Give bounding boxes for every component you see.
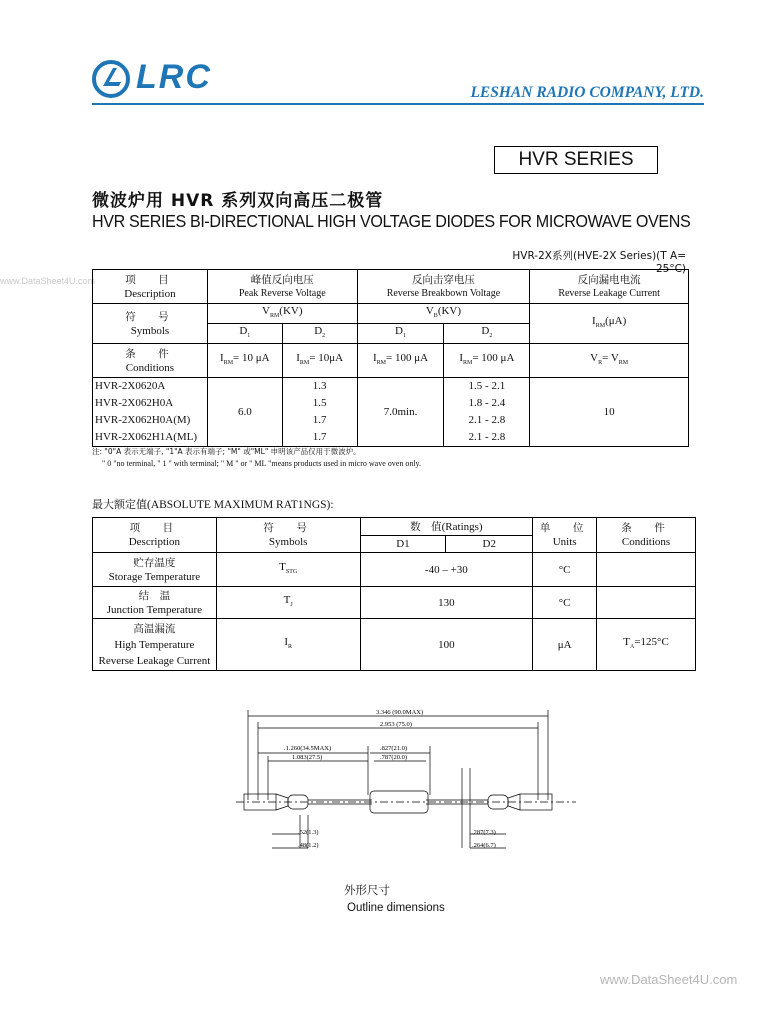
header-rule	[92, 103, 704, 105]
model-list	[93, 378, 208, 447]
conditions-header: 条 件 Conditions	[93, 344, 208, 378]
title-chinese: 微波炉用 HVR 系列双向高压二极管	[92, 191, 384, 211]
dim-dia-min: .264(6.7)	[472, 842, 496, 849]
breakdown-header: 反向击穿电压 Reverse Breakbown Voltage	[357, 270, 530, 304]
note-cn: 注: "0"A 表示无端子, "1"A 表示有端子; "M" 或"ML" 申明该产品仅用于微波炉。	[92, 447, 361, 456]
vb-symbol: $V_B(KV)$	[357, 304, 530, 324]
absolute-ratings-title: 最大额定值(ABSOLUTE MAXIMUM RAT1NGS):	[92, 498, 334, 511]
break-d1-value: 7.0min.	[357, 378, 444, 447]
title-english: HVR SERIES BI-DIRECTIONAL HIGH VOLTAGE DIODES FOR MICROWAVE OVENS	[92, 211, 691, 231]
ratings-table	[92, 517, 696, 671]
cond-peak-d2: $I_{RM}= 10\mu A$	[282, 344, 357, 378]
watermark-bottom: www.DataSheet4U.com	[600, 972, 738, 987]
outline-caption-en: Outline dimensions	[347, 902, 445, 914]
cond-break-d2: $I_{RM}= 100$ μA	[444, 344, 530, 378]
rating-row: 高温漏流 High Temperature Reverse Leakage Current $I_R$ 100 μA $T_A=125^\circ C$	[93, 619, 696, 671]
dim-wire-max: .52(1.3)	[298, 829, 319, 836]
dim-total-max: 3.346 (90.0MAX)	[376, 709, 424, 716]
r-d1-label: D1	[360, 536, 446, 553]
leakage-header: 反向漏电电流 Reverse Leakage Current	[530, 270, 689, 304]
r-unit-header: 单 位 Units	[533, 518, 597, 553]
characteristics-table	[92, 269, 689, 447]
dim-dia-max: .287(7.3)	[472, 829, 496, 836]
outline-caption-cn: 外形尺寸	[344, 883, 390, 897]
r-d2-label: D2	[446, 536, 533, 553]
irm-symbol: $I_{RM}(\mu A)$	[530, 304, 689, 344]
rating-row: 贮存温度 Storage Temperature $T_{STG}$ -40 – +30 °C	[93, 553, 696, 587]
outline-drawing	[236, 700, 576, 860]
r-sym-header: 符 号 Symbols	[216, 518, 360, 553]
dim-body-max: .827(21.0)	[380, 745, 408, 752]
break-d2-label: $D_2$	[444, 324, 530, 344]
dim-wire-min: .48(1.2)	[298, 842, 319, 849]
peak-d1-label: $D_1$	[207, 324, 282, 344]
peak-header: 峰值反向电压 Peak Reverse Voltage	[207, 270, 357, 304]
peak-d2-label: $D_2$	[282, 324, 357, 344]
series-note: HVR-2X系列(HVE-2X Series)(T A= 25°C)	[512, 250, 686, 275]
r-desc-header: 项 目 Description	[93, 518, 217, 553]
model-item: HVR-2X062H0A(M)	[95, 414, 191, 427]
cond-peak-d1: $I_{RM}= 10$ μA	[207, 344, 282, 378]
break-d1-label: $D_1$	[357, 324, 444, 344]
peak-d1-value: 6.0	[207, 378, 282, 447]
cond-break-d1: $I_{RM}= 100$ μA	[357, 344, 444, 378]
series-title-box: HVR SERIES	[494, 146, 658, 174]
break-d2-values: 1.5 - 2.1 1.8 - 2.4 2.1 - 2.8 2.1 - 2.8	[444, 378, 530, 447]
vrm-symbol: $V_{RM}(KV)$	[207, 304, 357, 324]
model-item: HVR-2X062H1A(ML)	[95, 431, 198, 444]
dim-left-max: .1.260(34.5MAX)	[284, 745, 332, 752]
company-name: LESHAN RADIO COMPANY, LTD.	[470, 84, 704, 101]
peak-d2-values: 1.3 1.5 1.7 1.7	[282, 378, 357, 447]
desc-header: 项 目 Description	[93, 270, 208, 304]
model-item: HVR-2X062H0A	[95, 397, 174, 410]
rating-row: 结 温 Junction Temperature $T_J$ 130 °C	[93, 587, 696, 619]
leakage-value: 10	[530, 378, 689, 447]
note-en: " 0 "no terminal, " 1 " with terminal; " M " or " ML "means products used in micro wave oven only.	[102, 459, 422, 468]
dim-left-nom: 1.083(27.5)	[292, 754, 323, 761]
watermark-left: www.DataSheet4U.com	[0, 276, 96, 286]
symbols-header: 符 号 Symbols	[93, 304, 208, 344]
logo-text: LRC	[136, 58, 212, 96]
dim-body-min: .787(20.0)	[380, 754, 408, 761]
model-item: HVR-2X0620A	[95, 380, 166, 393]
dim-total-nom: 2.953 (75.0)	[380, 721, 412, 728]
cond-leakage: $V_R= V_{RM}$	[530, 344, 689, 378]
r-ratings-header: 数 值(Ratings)	[360, 518, 533, 536]
r-cond-header: 条 件 Conditions	[597, 518, 696, 553]
table-notes	[92, 446, 421, 470]
